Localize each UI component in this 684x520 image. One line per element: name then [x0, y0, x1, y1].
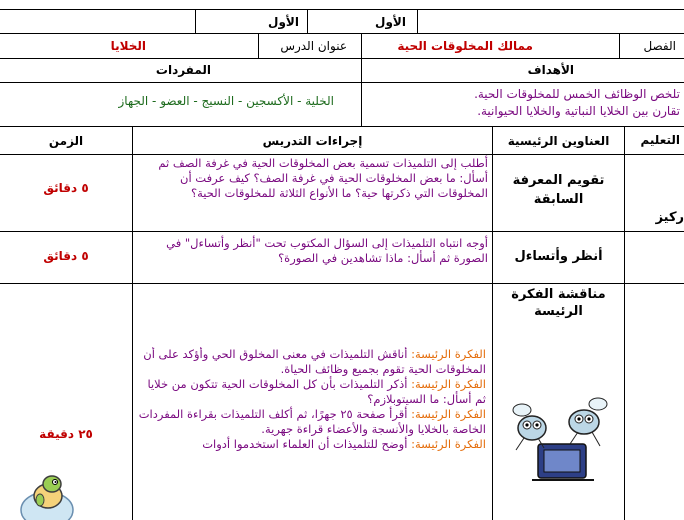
header-procedures: إجراءات التدريس: [262, 133, 363, 148]
main-idea-text: أذكر التلميذات بأن كل المخلوقات الحية تتكون من خلايا ثم أسأل: ما السيتوبلازم؟: [147, 377, 486, 406]
objectives-list: [362, 86, 680, 126]
objectives-label: الأهداف: [527, 63, 574, 77]
row-time: ٥ دقائق: [43, 249, 89, 263]
mascot-clipart: [18, 470, 76, 520]
vocab-label: المفردات: [155, 63, 211, 77]
lesson-title: الخلايا: [110, 39, 146, 53]
main-idea-item: [138, 407, 486, 437]
section-label: الفصل: [643, 39, 676, 53]
main-idea-item: [138, 437, 486, 452]
unit-title: ممالك المخلوقات الحية: [397, 39, 533, 53]
row-title: مناقشة الفكرة الرئيسة: [511, 287, 606, 319]
header-teaching: التعليم: [640, 133, 680, 147]
focus-label: ركيز: [655, 210, 684, 225]
row-time: ٥ دقائق: [43, 181, 89, 195]
row-procedure: أطلب إلى التلميذات تسمية بعض المخلوقات الحية في غرفة الصف ثم أسأل: ما بعض المخلوقات الحية في غرفة الصف؟ كيف عرفت أن المخلوقات التي ذكرتها حية؟ ما الأنواع الثلاثة للمخلوقات الحية؟: [158, 156, 488, 200]
grade-value: الأول: [268, 14, 299, 29]
row-procedure: أوجه انتباه التلميذات إلى السؤال المكتوب تحت "أنظر وأتساءل" في الصورة ثم أسأل: ماذا تشاهدين في الصورة؟: [166, 236, 488, 265]
main-idea-label: الفكرة الرئيسة:: [411, 407, 486, 421]
objective-item: تقارن بين الخلايا النباتية والخلايا الحيوانية.: [477, 104, 680, 118]
main-idea-item: [138, 347, 486, 377]
cells-clipart: [504, 392, 612, 488]
main-idea-label: الفكرة الرئيسة:: [411, 347, 486, 361]
row-time: ٢٥ دقيقة: [39, 427, 93, 441]
header-time: الزمن: [48, 133, 84, 148]
main-idea-text: أناقش التلميذات في معنى المخلوق الحي وأؤكد على أن المخلوقات الحية تقوم بجميع وظائف الحياة.: [143, 347, 486, 376]
vocabulary: الخلية - الأكسجين - النسيج - العضو - الجهاز: [118, 94, 334, 108]
objective-item: تلخص الوظائف الخمس للمخلوقات الحية.: [474, 87, 680, 101]
row-title: أنظر وأتساءل: [514, 248, 603, 264]
main-idea-list: [138, 347, 486, 520]
lesson-label: عنوان الدرس: [280, 39, 347, 53]
main-idea-text: أقرأ صفحة ٢٥ جهرًا، ثم أكلف التلميذات بقراءة المفردات الخاصة بالخلايا والأنسجة والأعضاء قراءة جهرية.: [138, 407, 486, 436]
main-idea-label: الفكرة الرئيسة:: [411, 437, 486, 451]
row-title: تقويم المعرفة السابقة: [512, 173, 605, 207]
main-idea-label: الفكرة الرئيسة:: [411, 377, 486, 391]
main-idea-text: أوضح للتلميذات أن العلماء استخدموا أدوات: [202, 437, 408, 451]
header-main-titles: العناوين الرئيسية: [507, 133, 610, 148]
term-value: الأول: [375, 14, 406, 29]
main-idea-item: [138, 377, 486, 407]
